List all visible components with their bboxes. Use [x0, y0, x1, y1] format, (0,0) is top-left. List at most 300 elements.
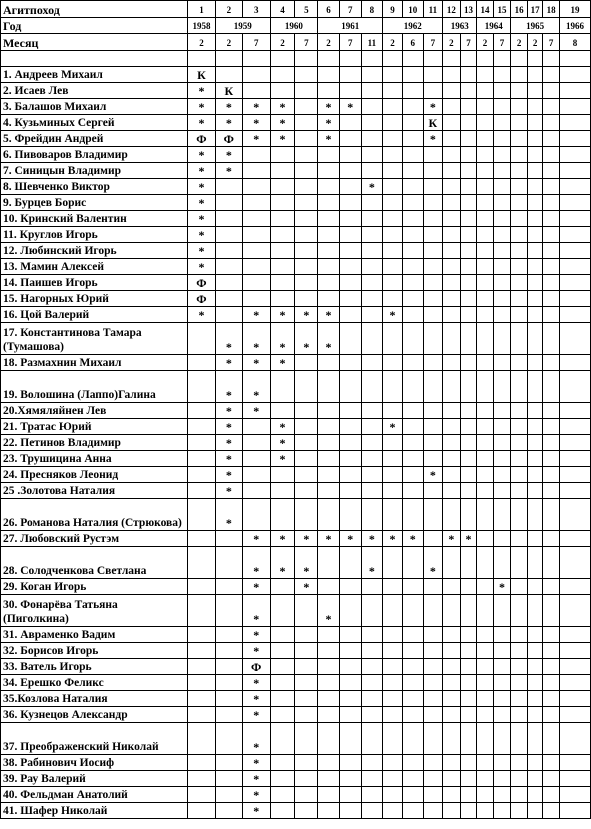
trip-mark	[443, 243, 461, 259]
trip-mark	[477, 307, 494, 323]
participant-name: 34. Ерешко Феликс	[1, 675, 188, 691]
trip-mark	[443, 787, 461, 803]
trip-mark	[527, 755, 542, 771]
trip-mark	[443, 67, 461, 83]
trip-mark	[477, 707, 494, 723]
trip-mark	[383, 115, 403, 131]
trip-mark	[361, 243, 383, 259]
trip-mark	[383, 243, 403, 259]
trip-mark: *	[443, 531, 461, 547]
trip-mark	[402, 115, 423, 131]
trip-mark	[559, 467, 590, 483]
month-cell: 7	[543, 34, 560, 51]
trip-mark	[361, 307, 383, 323]
trip-mark	[423, 499, 443, 531]
trip-mark	[559, 211, 590, 227]
trip-mark	[423, 771, 443, 787]
trip-mark	[318, 483, 340, 499]
trip-mark	[295, 195, 318, 211]
trip-mark	[361, 211, 383, 227]
trip-mark	[383, 803, 403, 819]
trip-mark	[188, 547, 216, 579]
trip-mark	[270, 227, 295, 243]
trip-mark: *	[215, 419, 242, 435]
trip-mark	[511, 243, 528, 259]
trip-mark	[383, 499, 403, 531]
trip-mark	[460, 595, 477, 627]
participant-row	[1, 579, 591, 595]
trip-mark	[339, 67, 361, 83]
trip-mark: *	[188, 195, 216, 211]
trip-mark: *	[361, 531, 383, 547]
trip-mark	[402, 323, 423, 355]
empty-cell	[318, 51, 340, 67]
trip-mark: *	[270, 547, 295, 579]
trip-mark	[295, 355, 318, 371]
trip-mark: Ф	[242, 659, 270, 675]
trip-mark	[318, 627, 340, 643]
trip-mark	[215, 803, 242, 819]
trip-mark	[270, 643, 295, 659]
trip-mark	[477, 371, 494, 403]
trip-mark	[543, 275, 560, 291]
trip-mark	[493, 147, 511, 163]
trip-mark	[443, 291, 461, 307]
trip-mark	[511, 659, 528, 675]
trip-mark	[543, 595, 560, 627]
trip-mark: *	[270, 435, 295, 451]
empty-cell	[1, 51, 188, 67]
trip-mark	[423, 275, 443, 291]
empty-cell	[527, 51, 542, 67]
trip-mark: *	[242, 547, 270, 579]
trip-mark	[402, 307, 423, 323]
month-cell: 7	[493, 34, 511, 51]
trip-mark	[270, 403, 295, 419]
participant-row	[1, 595, 591, 627]
month-cell: 2	[477, 34, 494, 51]
trip-number: 11	[423, 1, 443, 18]
trip-mark: К	[215, 83, 242, 99]
trip-mark	[477, 771, 494, 787]
trip-mark	[559, 435, 590, 451]
trip-mark	[511, 531, 528, 547]
trip-mark	[543, 115, 560, 131]
trip-mark	[188, 483, 216, 499]
trip-mark	[477, 691, 494, 707]
trip-mark	[339, 403, 361, 419]
trip-mark	[511, 275, 528, 291]
trip-mark	[477, 643, 494, 659]
trip-mark	[402, 211, 423, 227]
trip-mark	[511, 787, 528, 803]
trip-mark	[443, 195, 461, 211]
trip-mark	[423, 595, 443, 627]
trip-mark	[559, 627, 590, 643]
year-cell: 1962	[383, 18, 443, 34]
trip-mark	[318, 499, 340, 531]
trip-mark	[511, 195, 528, 211]
trip-number: 16	[511, 1, 528, 18]
trip-mark	[527, 627, 542, 643]
empty-cell	[242, 51, 270, 67]
trip-mark	[527, 259, 542, 275]
trip-mark	[383, 163, 403, 179]
month-cell: 7	[460, 34, 477, 51]
participant-row	[1, 243, 591, 259]
trip-mark	[477, 195, 494, 211]
trip-mark	[543, 259, 560, 275]
trip-mark	[318, 451, 340, 467]
trip-mark	[215, 195, 242, 211]
trip-mark	[493, 195, 511, 211]
trip-mark	[559, 451, 590, 467]
participant-name: 22. Петинов Владимир	[1, 435, 188, 451]
trip-mark: *	[270, 451, 295, 467]
trip-mark	[318, 227, 340, 243]
trip-mark	[423, 307, 443, 323]
trip-mark: *	[188, 115, 216, 131]
trip-mark	[402, 435, 423, 451]
trip-mark	[559, 483, 590, 499]
trip-mark	[460, 179, 477, 195]
trip-mark	[443, 163, 461, 179]
participant-row	[1, 371, 591, 403]
trip-mark: К	[188, 67, 216, 83]
trip-mark	[361, 115, 383, 131]
participant-name: 1. Андреев Михаил	[1, 67, 188, 83]
trip-number: 17	[527, 1, 542, 18]
trip-mark	[443, 595, 461, 627]
trip-mark	[423, 163, 443, 179]
trip-mark	[511, 83, 528, 99]
trip-mark	[443, 467, 461, 483]
trip-mark	[460, 467, 477, 483]
trip-mark	[270, 195, 295, 211]
trip-mark	[339, 291, 361, 307]
trip-mark	[543, 643, 560, 659]
trip-mark: *	[270, 323, 295, 355]
trip-mark	[242, 467, 270, 483]
participant-row	[1, 67, 591, 83]
participant-name: 33. Ватель Игорь	[1, 659, 188, 675]
trip-mark	[493, 803, 511, 819]
trip-mark	[527, 83, 542, 99]
participant-row	[1, 707, 591, 723]
trip-mark	[188, 531, 216, 547]
trip-mark	[493, 707, 511, 723]
trip-mark	[383, 275, 403, 291]
trip-mark	[477, 243, 494, 259]
trip-mark	[383, 787, 403, 803]
trip-mark	[242, 195, 270, 211]
trip-mark: *	[242, 323, 270, 355]
trip-mark	[339, 131, 361, 147]
trip-mark	[443, 771, 461, 787]
trip-number: 12	[443, 1, 461, 18]
participant-row	[1, 435, 591, 451]
trip-mark	[215, 659, 242, 675]
participant-row	[1, 211, 591, 227]
participant-name: 10. Кринский Валентин	[1, 211, 188, 227]
trip-mark	[383, 771, 403, 787]
trip-mark	[215, 211, 242, 227]
trip-mark	[511, 771, 528, 787]
trip-mark	[543, 83, 560, 99]
trip-mark	[477, 131, 494, 147]
trip-mark	[493, 451, 511, 467]
trip-mark: *	[242, 531, 270, 547]
trip-mark: *	[242, 691, 270, 707]
trip-number: 15	[493, 1, 511, 18]
trip-mark	[543, 755, 560, 771]
trip-mark	[543, 659, 560, 675]
participant-row	[1, 131, 591, 147]
trip-mark: *	[188, 259, 216, 275]
trip-mark	[493, 531, 511, 547]
trip-mark	[511, 211, 528, 227]
year-cell: 1963	[443, 18, 477, 34]
trip-mark	[443, 707, 461, 723]
trip-mark	[295, 659, 318, 675]
trip-mark	[318, 467, 340, 483]
trip-mark	[402, 467, 423, 483]
trip-mark	[460, 211, 477, 227]
trip-mark: *	[318, 115, 340, 131]
trip-mark	[559, 259, 590, 275]
participant-row	[1, 403, 591, 419]
trip-mark: *	[242, 771, 270, 787]
empty-cell	[511, 51, 528, 67]
trip-mark	[215, 531, 242, 547]
trip-mark	[493, 83, 511, 99]
trip-mark	[493, 211, 511, 227]
participant-name: 3. Балашов Михаил	[1, 99, 188, 115]
trip-mark	[511, 627, 528, 643]
trip-mark	[460, 227, 477, 243]
trip-mark	[511, 675, 528, 691]
trip-mark	[527, 803, 542, 819]
trip-mark	[339, 755, 361, 771]
trip-mark	[527, 147, 542, 163]
month-cell: 11	[361, 34, 383, 51]
trip-mark	[318, 723, 340, 755]
month-cell: 7	[295, 34, 318, 51]
trip-mark	[270, 755, 295, 771]
trip-mark	[188, 355, 216, 371]
trip-mark	[443, 323, 461, 355]
trip-mark	[511, 419, 528, 435]
trip-mark: *	[242, 755, 270, 771]
trip-mark	[361, 195, 383, 211]
trip-mark	[339, 259, 361, 275]
trip-mark	[423, 659, 443, 675]
trip-mark	[383, 195, 403, 211]
participant-name: 13. Мамин Алексей	[1, 259, 188, 275]
trip-mark	[527, 419, 542, 435]
trip-mark	[493, 99, 511, 115]
trip-mark	[318, 259, 340, 275]
trip-mark	[361, 451, 383, 467]
trip-mark: *	[295, 531, 318, 547]
trip-mark	[460, 787, 477, 803]
participant-name: 9. Бурцев Борис	[1, 195, 188, 211]
trip-mark	[361, 163, 383, 179]
participant-row	[1, 227, 591, 243]
trip-mark	[215, 227, 242, 243]
trip-mark	[460, 291, 477, 307]
trip-mark	[339, 147, 361, 163]
trip-number: 1	[188, 1, 216, 18]
trip-mark	[493, 787, 511, 803]
trip-mark	[188, 579, 216, 595]
trip-mark	[443, 803, 461, 819]
participant-row	[1, 803, 591, 819]
trip-mark	[443, 755, 461, 771]
trip-mark	[423, 227, 443, 243]
trip-mark	[270, 499, 295, 531]
trip-mark	[443, 115, 461, 131]
trip-mark	[318, 771, 340, 787]
trip-mark	[493, 483, 511, 499]
trip-mark	[493, 771, 511, 787]
trip-mark	[402, 147, 423, 163]
trip-mark	[527, 67, 542, 83]
trip-mark	[383, 211, 403, 227]
participant-row	[1, 483, 591, 499]
trip-mark	[493, 307, 511, 323]
trip-mark	[423, 483, 443, 499]
trip-mark	[511, 67, 528, 83]
trip-mark	[361, 419, 383, 435]
trip-number: 4	[270, 1, 295, 18]
trip-mark	[527, 499, 542, 531]
trip-mark	[423, 371, 443, 403]
trip-mark	[339, 675, 361, 691]
trip-mark	[295, 211, 318, 227]
trip-mark	[188, 643, 216, 659]
trip-mark	[511, 99, 528, 115]
trip-mark	[339, 435, 361, 451]
trip-mark	[527, 771, 542, 787]
trip-mark	[361, 723, 383, 755]
trip-mark	[295, 371, 318, 403]
trip-mark	[477, 627, 494, 643]
trip-mark	[511, 547, 528, 579]
trip-mark	[543, 67, 560, 83]
trip-mark	[443, 627, 461, 643]
trip-mark	[215, 707, 242, 723]
trip-mark	[559, 67, 590, 83]
trip-mark: *	[242, 403, 270, 419]
trip-mark: *	[215, 371, 242, 403]
trip-mark	[318, 659, 340, 675]
participant-name: 37. Преображенский Николай	[1, 723, 188, 755]
trip-label: Агитпоход	[1, 1, 188, 18]
trip-mark	[383, 291, 403, 307]
trip-mark	[443, 307, 461, 323]
trip-mark: Ф	[215, 131, 242, 147]
trip-mark	[318, 547, 340, 579]
trip-mark	[423, 803, 443, 819]
trip-mark	[383, 83, 403, 99]
trip-mark: Ф	[188, 131, 216, 147]
trip-mark	[295, 787, 318, 803]
trip-mark	[270, 67, 295, 83]
trip-mark	[460, 147, 477, 163]
trip-mark: *	[423, 99, 443, 115]
trip-mark	[460, 451, 477, 467]
trip-mark	[318, 195, 340, 211]
trip-mark	[511, 499, 528, 531]
trip-mark	[443, 675, 461, 691]
trip-mark	[559, 275, 590, 291]
trip-mark	[477, 163, 494, 179]
trip-mark	[443, 131, 461, 147]
trip-mark: *	[383, 419, 403, 435]
trip-mark	[443, 499, 461, 531]
participant-row	[1, 83, 591, 99]
trip-mark	[339, 163, 361, 179]
trip-mark: *	[242, 707, 270, 723]
trip-mark	[339, 323, 361, 355]
trip-mark	[339, 803, 361, 819]
trip-mark	[383, 451, 403, 467]
trip-mark	[270, 179, 295, 195]
trip-mark	[559, 99, 590, 115]
trip-mark	[443, 227, 461, 243]
trip-mark	[383, 627, 403, 643]
trip-mark	[402, 723, 423, 755]
trip-mark	[493, 675, 511, 691]
trip-mark	[493, 499, 511, 531]
trip-mark	[511, 163, 528, 179]
trip-mark	[559, 707, 590, 723]
trip-mark: *	[242, 371, 270, 403]
trip-mark	[477, 675, 494, 691]
trip-mark	[423, 723, 443, 755]
trip-mark	[423, 403, 443, 419]
trip-mark	[543, 771, 560, 787]
trip-mark	[527, 211, 542, 227]
trip-mark: *	[270, 531, 295, 547]
trip-mark	[215, 307, 242, 323]
participant-row	[1, 723, 591, 755]
trip-mark	[460, 99, 477, 115]
trip-mark	[270, 163, 295, 179]
trip-mark	[188, 499, 216, 531]
empty-cell	[383, 51, 403, 67]
trip-mark	[215, 755, 242, 771]
trip-mark	[460, 547, 477, 579]
trip-mark	[511, 707, 528, 723]
trip-mark	[339, 227, 361, 243]
trip-mark	[527, 467, 542, 483]
trip-mark	[477, 467, 494, 483]
trip-mark: *	[242, 643, 270, 659]
trip-mark: *	[188, 147, 216, 163]
participant-name: 40. Фельдман Анатолий	[1, 787, 188, 803]
trip-mark	[443, 579, 461, 595]
trip-mark	[477, 803, 494, 819]
trip-mark	[188, 675, 216, 691]
trip-mark	[477, 179, 494, 195]
trip-mark: *	[383, 531, 403, 547]
trip-mark	[361, 627, 383, 643]
trip-mark	[559, 579, 590, 595]
trip-mark	[339, 771, 361, 787]
header-row-trip	[1, 1, 591, 18]
